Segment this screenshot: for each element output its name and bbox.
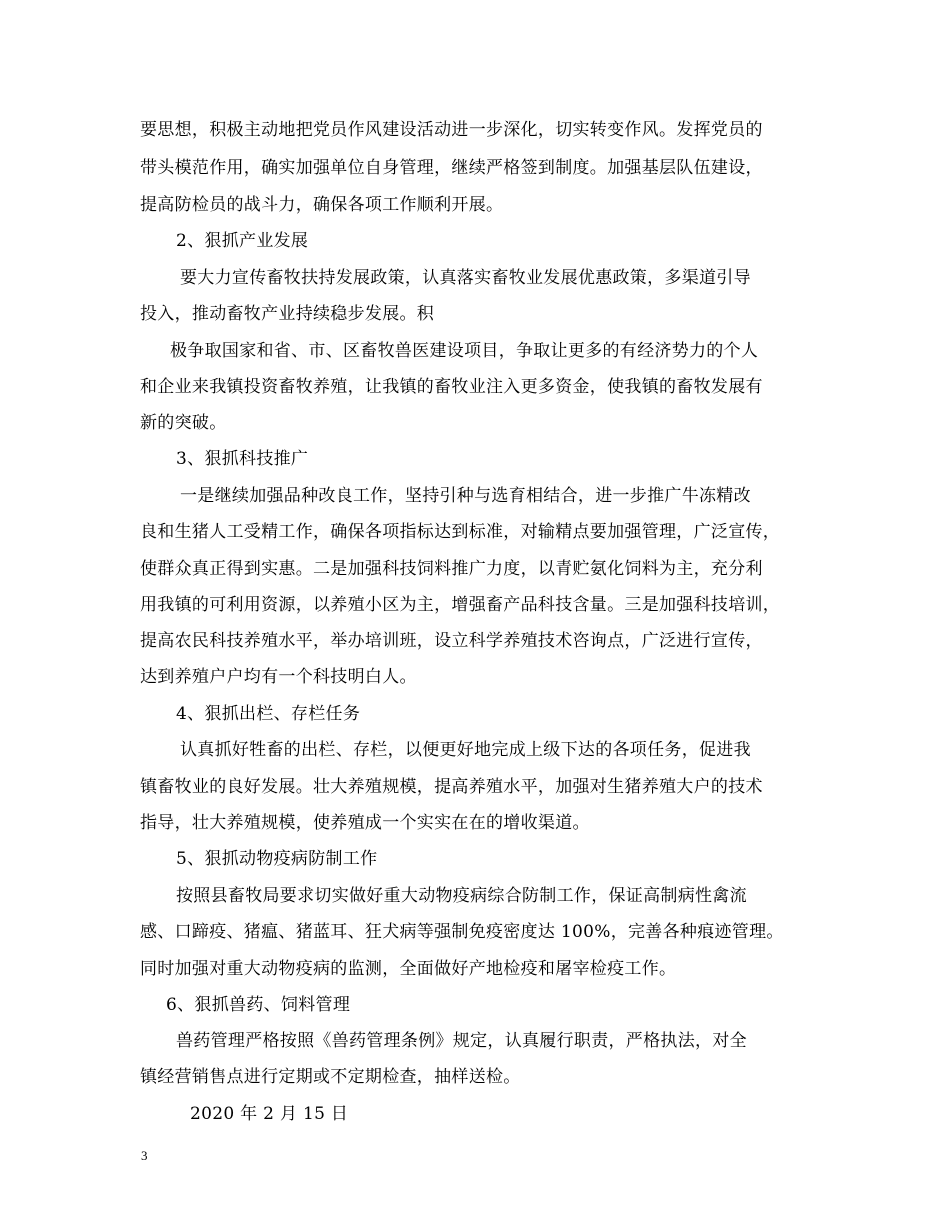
section-heading: 5、狠抓动物疫病防制工作 bbox=[176, 849, 378, 869]
body-line: 要思想，积极主动地把党员作风建设活动进一步深化，切实转变作风。发挥党员的 bbox=[140, 120, 763, 140]
section-heading: 3、狠抓科技推广 bbox=[176, 449, 309, 469]
body-line: 提高农民科技养殖水平，举办培训班，设立科学养殖技术咨询点，广泛进行宣传， bbox=[140, 631, 763, 651]
body-line: 认真抓好牲畜的出栏、存栏，以便更好地完成上级下达的各项任务，促进我 bbox=[180, 740, 751, 760]
body-line: 新的突破。 bbox=[140, 413, 227, 433]
section-heading: 4、狠抓出栏、存栏任务 bbox=[176, 704, 361, 724]
body-line: 良和生猪人工受精工作，确保各项指标达到标准，对输精点要加强管理，广泛宣传， bbox=[140, 522, 781, 542]
page-number: 3 bbox=[141, 1148, 148, 1163]
body-line: 极争取国家和省、市、区畜牧兽医建设项目，争取让更多的有经济势力的个人 bbox=[170, 341, 759, 361]
body-line: 带头模范作用，确实加强单位自身管理，继续严格签到制度。加强基层队伍建设， bbox=[140, 158, 763, 178]
section-heading: 6、狠抓兽药、饲料管理 bbox=[166, 995, 351, 1015]
body-line: 兽药管理严格按照《兽药管理条例》规定，认真履行职责，严格执法，对全 bbox=[176, 1031, 747, 1051]
body-line: 和企业来我镇投资畜牧养殖，让我镇的畜牧业注入更多资金，使我镇的畜牧发展有 bbox=[140, 377, 763, 397]
body-line: 一是继续加强品种改良工作，坚持引种与选育相结合，进一步推广牛冻精改 bbox=[180, 486, 751, 506]
body-line: 用我镇的可利用资源，以养殖小区为主，增强畜产品科技含量。三是加强科技培训， bbox=[140, 595, 781, 615]
date-line: 2020 年 2 月 15 日 bbox=[190, 1104, 349, 1124]
body-line: 使群众真正得到实惠。二是加强科技饲料推广力度，以青贮氨化饲料为主，充分利 bbox=[140, 559, 763, 579]
body-line: 投入，推动畜牧产业持续稳步发展。积 bbox=[140, 304, 435, 324]
body-line: 要大力宣传畜牧扶持发展政策，认真落实畜牧业发展优惠政策，多渠道引导 bbox=[180, 268, 751, 288]
body-line: 按照县畜牧局要求切实做好重大动物疫病综合防制工作，保证高制病性禽流 bbox=[176, 886, 747, 906]
body-line: 提高防检员的战斗力，确保各项工作顺利开展。 bbox=[140, 195, 504, 215]
body-line: 同时加强对重大动物疫病的监测，全面做好产地检疫和屠宰检疫工作。 bbox=[140, 959, 677, 979]
body-line: 达到养殖户户均有一个科技明白人。 bbox=[140, 667, 417, 687]
body-line: 感、口蹄疫、猪瘟、猪蓝耳、狂犬病等强制免疫密度达 100%，完善各种痕迹管理。 bbox=[140, 922, 784, 942]
section-heading: 2、狠抓产业发展 bbox=[176, 231, 309, 251]
body-line: 镇畜牧业的良好发展。壮大养殖规模，提高养殖水平，加强对生猪养殖大户的技术 bbox=[140, 777, 763, 797]
body-line: 镇经营销售点进行定期或不定期检查，抽样送检。 bbox=[140, 1067, 521, 1087]
body-line: 指导，壮大养殖规模，使养殖成一个实实在在的增收渠道。 bbox=[140, 813, 590, 833]
